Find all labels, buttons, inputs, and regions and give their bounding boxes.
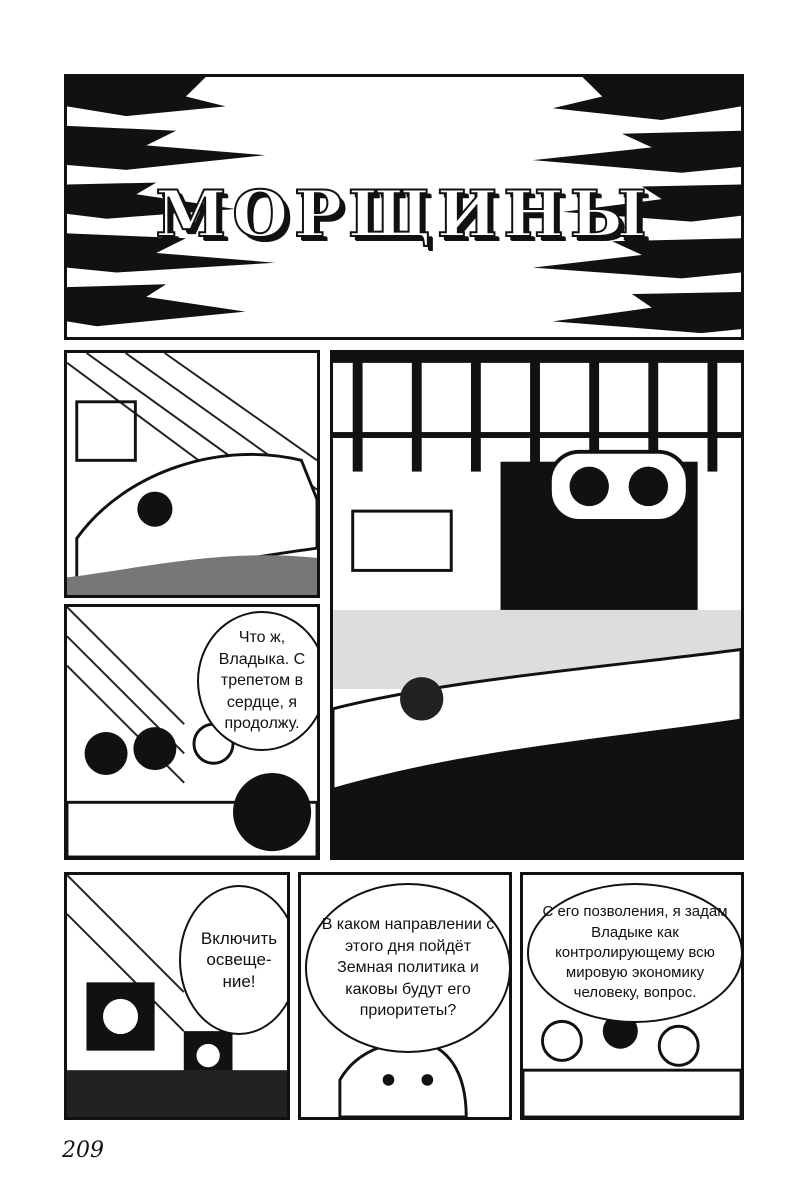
speech-text-3: В каком направлении с этого дня пойдёт Земная политика и каковы будут его приоритеты? bbox=[321, 916, 495, 1020]
hand-ring-art bbox=[67, 353, 317, 595]
panel-hand-ring bbox=[64, 350, 320, 598]
speech-text-1: Что ж, Владыка. С трепетом в сердце, я продолжу. bbox=[218, 629, 306, 733]
speech-bubble-4 bbox=[527, 883, 743, 1023]
panel-speaker bbox=[64, 604, 320, 860]
speech-bubble-1 bbox=[197, 611, 320, 751]
chapter-title: МОРЩИНЫ bbox=[155, 177, 653, 252]
speech-bubble-2 bbox=[179, 885, 290, 1035]
panel-lights bbox=[64, 872, 290, 1120]
speech-bubble-3 bbox=[305, 883, 511, 1053]
page-number: 209 bbox=[62, 1138, 104, 1163]
panel-stage-scene bbox=[330, 350, 744, 860]
panel-crowd bbox=[520, 872, 744, 1120]
stage-scene-art bbox=[333, 353, 741, 857]
speech-text-2: Включить освеще-ние! bbox=[200, 929, 278, 991]
panel-question bbox=[298, 872, 512, 1120]
speech-text-4: С его позволения, я задам Владыке как контролирующему всю мировую экономику человеку, вопрос. bbox=[542, 903, 728, 1002]
title-panel bbox=[64, 74, 744, 340]
